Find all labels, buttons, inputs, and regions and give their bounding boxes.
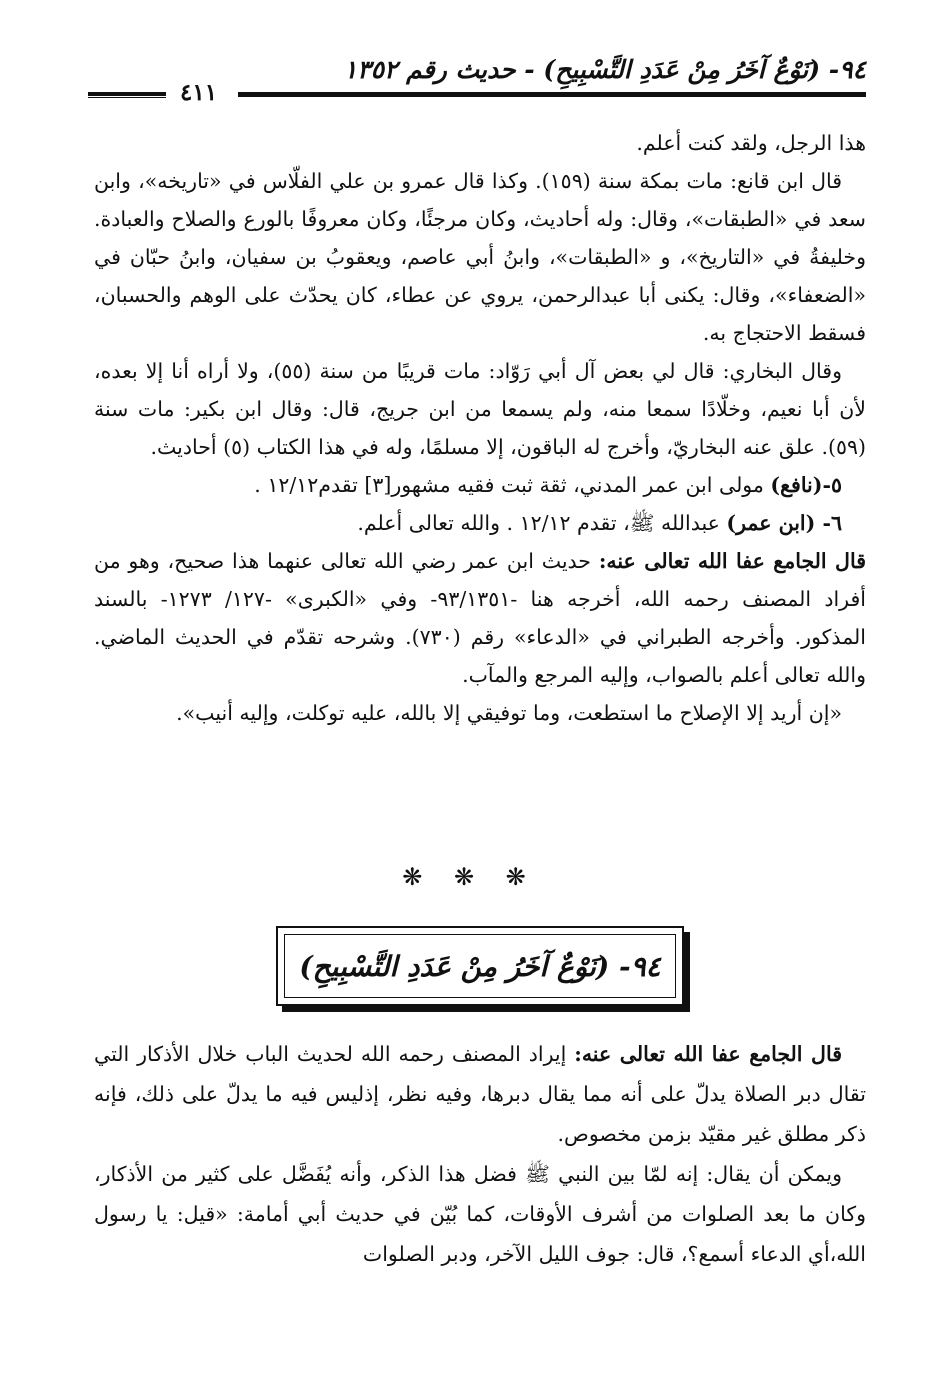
running-header [88,52,866,114]
commentary-label: قال الجامع عفا الله تعالى عنه: [574,1042,842,1066]
section-separator: ❋ ❋ ❋ [402,863,538,891]
narrator-text: مولى ابن عمر المدني، ثقة ثبت فقيه مشهور[٣] تقدم١٢/١٢ . [254,473,771,497]
paragraph: ويمكن أن يقال: إنه لمّا بين النبي ﷺ فضل هذا الذكر، وأنه يُفَضَّل على كثير من الأذكار، وكان ما بعد الصلوات من أشرف الأوقات، كما بُيّن في حديث أبي أمامة: «قيل: يا رسول الله،أي الدعاء أسمع؟، قال: جوف الليل الآخر، ودبر الصلوات [94,1162,866,1266]
narrator-label: ٦- (ابن عمر) [726,511,842,535]
header-rule [238,92,866,97]
section-1-text [94,124,866,732]
chapter-title: ٩٤- (نَوْعٌ آخَرُ مِنْ عَدَدِ التَّسْبِيحِ) [299,949,661,983]
paragraph: هذا الرجل، ولقد كنت أعلم. [636,131,866,155]
commentary-label: قال الجامع عفا الله تعالى عنه: [598,549,866,573]
narrator-label: ٥-(نافع) [770,473,842,497]
paragraph: وقال البخاري: قال لي بعض آل أبي رَوّاد: مات قريبًا من سنة (٥٥)، ولا أراه أنا إلا بعده، لأن أبا نعيم، وخلّادًا سمعا منه، ولم يسمعا من ابن جريج، قال: وقال ابن بكير: مات سنة (٥٩). علق عنه البخاريّ، وأخرج له الباقون، إلا مسلمًا، وله في هذا الكتاب (٥) أحاديث. [94,359,866,459]
chapter-heading-box [276,926,684,1006]
commentary-paragraph [94,542,866,694]
narrator-entry [94,504,866,542]
narrator-entry [94,466,866,504]
page-number: ٤١١ [180,79,218,106]
commentary-text: إيراد المصنف رحمه الله لحديث الباب خلال الأذكار التي تقال دبر الصلاة يدلّ على أنه مما يقال دبرها، وفيه نظر، إذليس فيه ما يدلّ على ذلك، فإنه ذكر مطلق غير مقيّد بزمن مخصوص. [94,1042,866,1146]
commentary-text: حديث ابن عمر رضي الله تعالى عنهما هذا صحيح، وهو من أفراد المصنف رحمه الله، أخرجه هنا -٩٣/١٣٥١- وفي «الكبرى» -١٢٧/ ١٢٧٣- بالسند المذكور. وأخرجه الطبراني في «الدعاء» رقم (٧٣٠). وشرحه تقدّم في الحديث الماضي. والله تعالى أعلم بالصواب، وإليه المرجع والمآب. [94,549,866,687]
header-rule-short [88,92,166,98]
narrator-text: عبدالله ﷺ، تقدم ١٢/١٢ . والله تعالى أعلم. [357,511,727,535]
closing-quote: «إن أريد إلا الإصلاح ما استطعت، وما توفيقي إلا بالله، عليه توكلت، وإليه أنيب». [176,701,842,725]
commentary-paragraph [94,1034,866,1154]
paragraph: قال ابن قانع: مات بمكة سنة (١٥٩). وكذا قال عمرو بن علي الفلّاس في «تاريخه»، وابن سعد في «الطبقات»، وقال: وله أحاديث، وكان مرجئًا، وكان معروفًا بالورع والصلاح والعبادة. وخليفةُ في «التاريخ»، و «الطبقات»، وابنُ أبي عاصم، ويعقوبُ بن سفيان، وابنُ حبّان في «الضعفاء»، وقال: يكنى أبا عبدالرحمن، يروي عن عطاء، كان يحدّث على الوهم والحسبان، فسقط الاحتجاج به. [94,169,866,345]
header-title: ٩٤- (نَوْعٌ آخَرُ مِنْ عَدَدِ التَّسْبِيحِ) - حديث رقم ١٣٥٢ [343,55,866,84]
section-2-text [94,1034,866,1274]
